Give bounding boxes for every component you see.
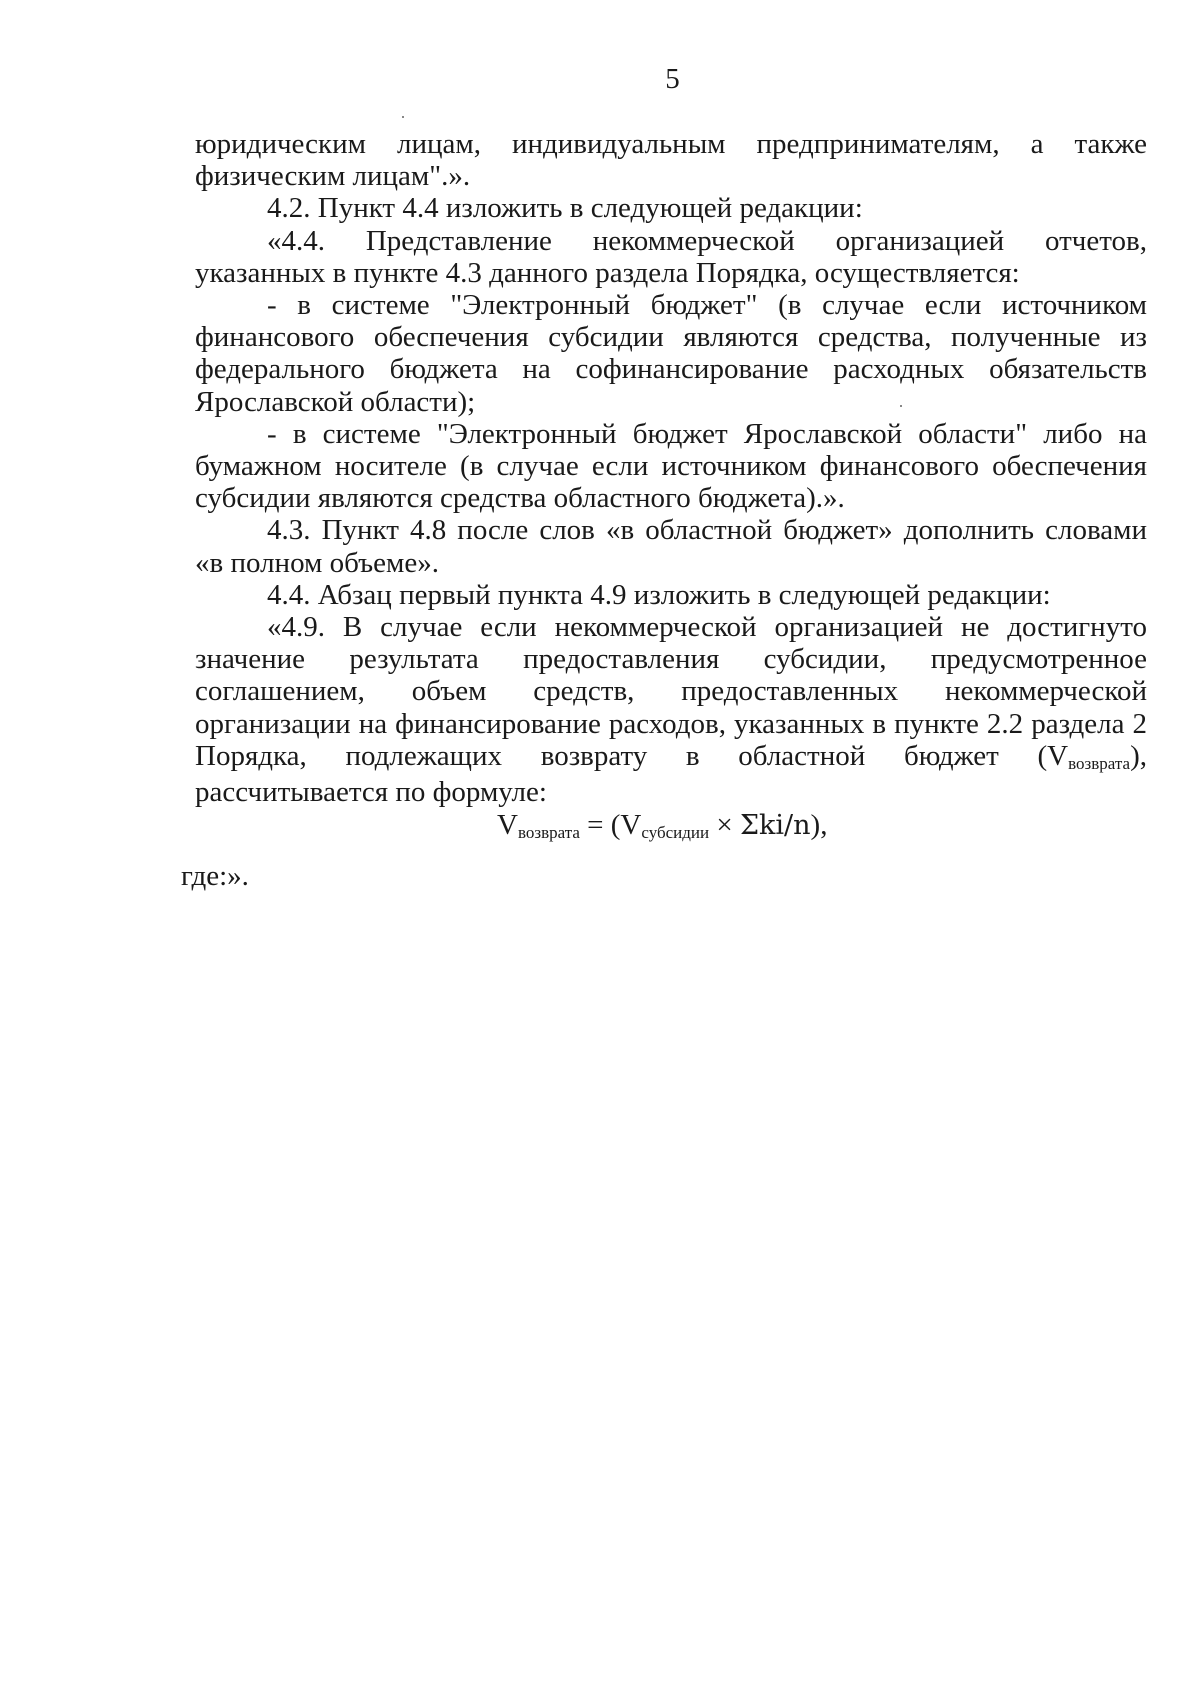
formula-lhs-subscript: возврата — [517, 823, 580, 843]
scan-speck — [900, 405, 902, 407]
scan-speck — [402, 116, 404, 118]
paragraph-7: 4.4. Абзац первый пункта 4.9 изложить в следующей редакции: — [267, 578, 1051, 611]
paragraph-3: «4.4. Представление некоммерческой организацией отчетов, указанных в пункте 4.3 данного раздела Порядка, осуществляется: — [195, 224, 1147, 289]
formula-lhs-symbol: V — [497, 809, 518, 842]
formula — [195, 808, 1147, 846]
paragraph-8 — [195, 611, 1147, 808]
paragraph-2: 4.2. Пункт 4.4 изложить в следующей редакции: — [267, 192, 863, 225]
paragraph-5: - в системе "Электронный бюджет Ярославской области" либо на бумажном носителе (в случае если источником финансового обеспечения субсидии являются средства областного бюджета).». — [195, 417, 1147, 515]
formula-rhs-subscript: субсидии — [641, 823, 710, 843]
paragraph-1: юридическим лицам, индивидуальным предпринимателям, а также физическим лицам".». — [195, 128, 1147, 193]
paragraph-4: - в системе "Электронный бюджет" (в случае если источником финансового обеспечения субсидии являются средства, полученные из федерального бюджета на софинансирование расходных обязательств Ярославской области); — [195, 289, 1147, 418]
document-body — [181, 128, 1147, 893]
paragraph-6: 4.3. Пункт 4.8 после слов «в областной бюджет» дополнить словами «в полном объеме». — [195, 514, 1147, 579]
where-label: где:». — [181, 860, 249, 893]
formula-close: ), — [810, 809, 828, 842]
formula-fraction: Σki/n — [739, 810, 811, 842]
paragraph-8-subscript: возврата — [1068, 753, 1131, 773]
page-number: 5 — [665, 63, 680, 95]
paragraph-8-text-start: «4.9. В случае если некоммерческой организацией не достигнуто значение результата предоставления субсидии, предусмотренное соглашением, объем средств, предоставленных некоммерческой организации на финансирование расходов, указанных в пункте 2.2 раздела 2 Порядка, подлежащих возврату в областной бюджет (V — [195, 611, 1147, 772]
paragraph-8-text-end: ), рассчитывается по формуле: — [195, 739, 1147, 809]
formula-times: × — [709, 809, 740, 842]
formula-equals: = (V — [579, 809, 642, 842]
